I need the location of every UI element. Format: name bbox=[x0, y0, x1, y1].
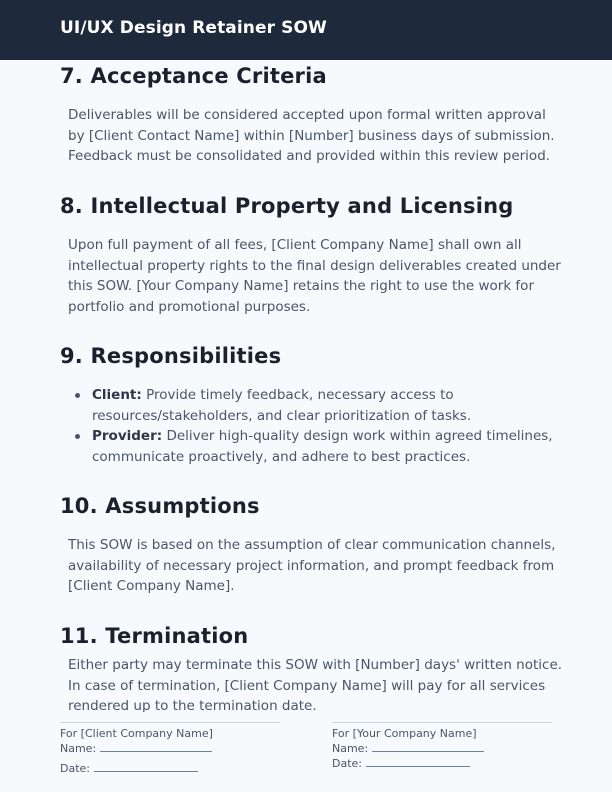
paragraph-line: portfolio and promotional purposes. bbox=[68, 298, 311, 315]
paragraph-line: intellectual property rights to the final design deliverables created under bbox=[68, 257, 561, 274]
section-paragraph bbox=[68, 105, 555, 167]
bullet-label: Client: bbox=[92, 387, 142, 403]
section-title: 11. Termination bbox=[60, 624, 249, 648]
signature-party: For [Your Company Name] bbox=[332, 727, 477, 740]
signature-name-field[interactable]: Name: bbox=[332, 741, 552, 756]
document-title: UI/UX Design Retainer SOW bbox=[60, 18, 327, 38]
paragraph-line: Upon full payment of all fees, [Client Company Name] shall own all bbox=[68, 237, 522, 253]
paragraph-line: This SOW is based on the assumption of clear communication channels, bbox=[68, 537, 556, 553]
section-paragraph bbox=[68, 535, 556, 597]
signature-date-field[interactable]: Date: bbox=[60, 761, 280, 776]
list-item bbox=[68, 426, 553, 467]
bullet-text: Provide timely feedback, necessary access to bbox=[146, 387, 454, 403]
paragraph-line: Deliverables will be considered accepted upon formal written approval bbox=[68, 107, 546, 123]
paragraph-line: rendered up to the termination date. bbox=[68, 698, 317, 712]
signature-date-field[interactable]: Date: bbox=[332, 756, 552, 771]
section-title: 8. Intellectual Property and Licensing bbox=[60, 194, 514, 218]
paragraph-line: Feedback must be consolidated and provided within this review period. bbox=[68, 148, 551, 164]
section-title: 9. Responsibilities bbox=[60, 344, 282, 368]
date-blank-line bbox=[94, 761, 198, 772]
signature-name-field[interactable]: Name: bbox=[60, 741, 280, 756]
paragraph-line: by [Client Contact Name] within [Number] business days of submission. bbox=[68, 127, 555, 144]
bullet-text: Deliver high-quality design work within agreed timelines, bbox=[166, 428, 553, 444]
bullet-text: resources/stakeholders, and clear prioritization of tasks. bbox=[92, 407, 472, 424]
section-title: 7. Acceptance Criteria bbox=[60, 64, 327, 88]
paragraph-line: [Client Company Name]. bbox=[68, 578, 235, 594]
bullet-text: communicate proactively, and adhere to best practices. bbox=[92, 448, 471, 465]
client-signature-block bbox=[60, 722, 280, 776]
section-title: 10. Assumptions bbox=[60, 494, 260, 518]
paragraph-line: availability of necessary project information, and prompt feedback from bbox=[68, 557, 555, 574]
bullet-icon bbox=[75, 393, 80, 398]
date-blank-line bbox=[366, 756, 470, 767]
bullet-icon bbox=[75, 434, 80, 439]
provider-signature-block bbox=[332, 722, 552, 771]
section-paragraph bbox=[68, 655, 563, 712]
name-blank-line bbox=[372, 741, 484, 752]
signature-party: For [Client Company Name] bbox=[60, 727, 213, 740]
paragraph-line: In case of termination, [Client Company Name] will pay for all services bbox=[68, 677, 546, 694]
name-blank-line bbox=[100, 741, 212, 752]
section-paragraph bbox=[68, 235, 561, 317]
paragraph-line: this SOW. [Your Company Name] retains the right to use the work for bbox=[68, 278, 534, 294]
bullet-label: Provider: bbox=[92, 428, 163, 444]
list-item bbox=[68, 385, 544, 426]
paragraph-line: Either party may terminate this SOW with [Number] days' written notice. bbox=[68, 657, 563, 673]
responsibilities-list bbox=[68, 385, 553, 467]
